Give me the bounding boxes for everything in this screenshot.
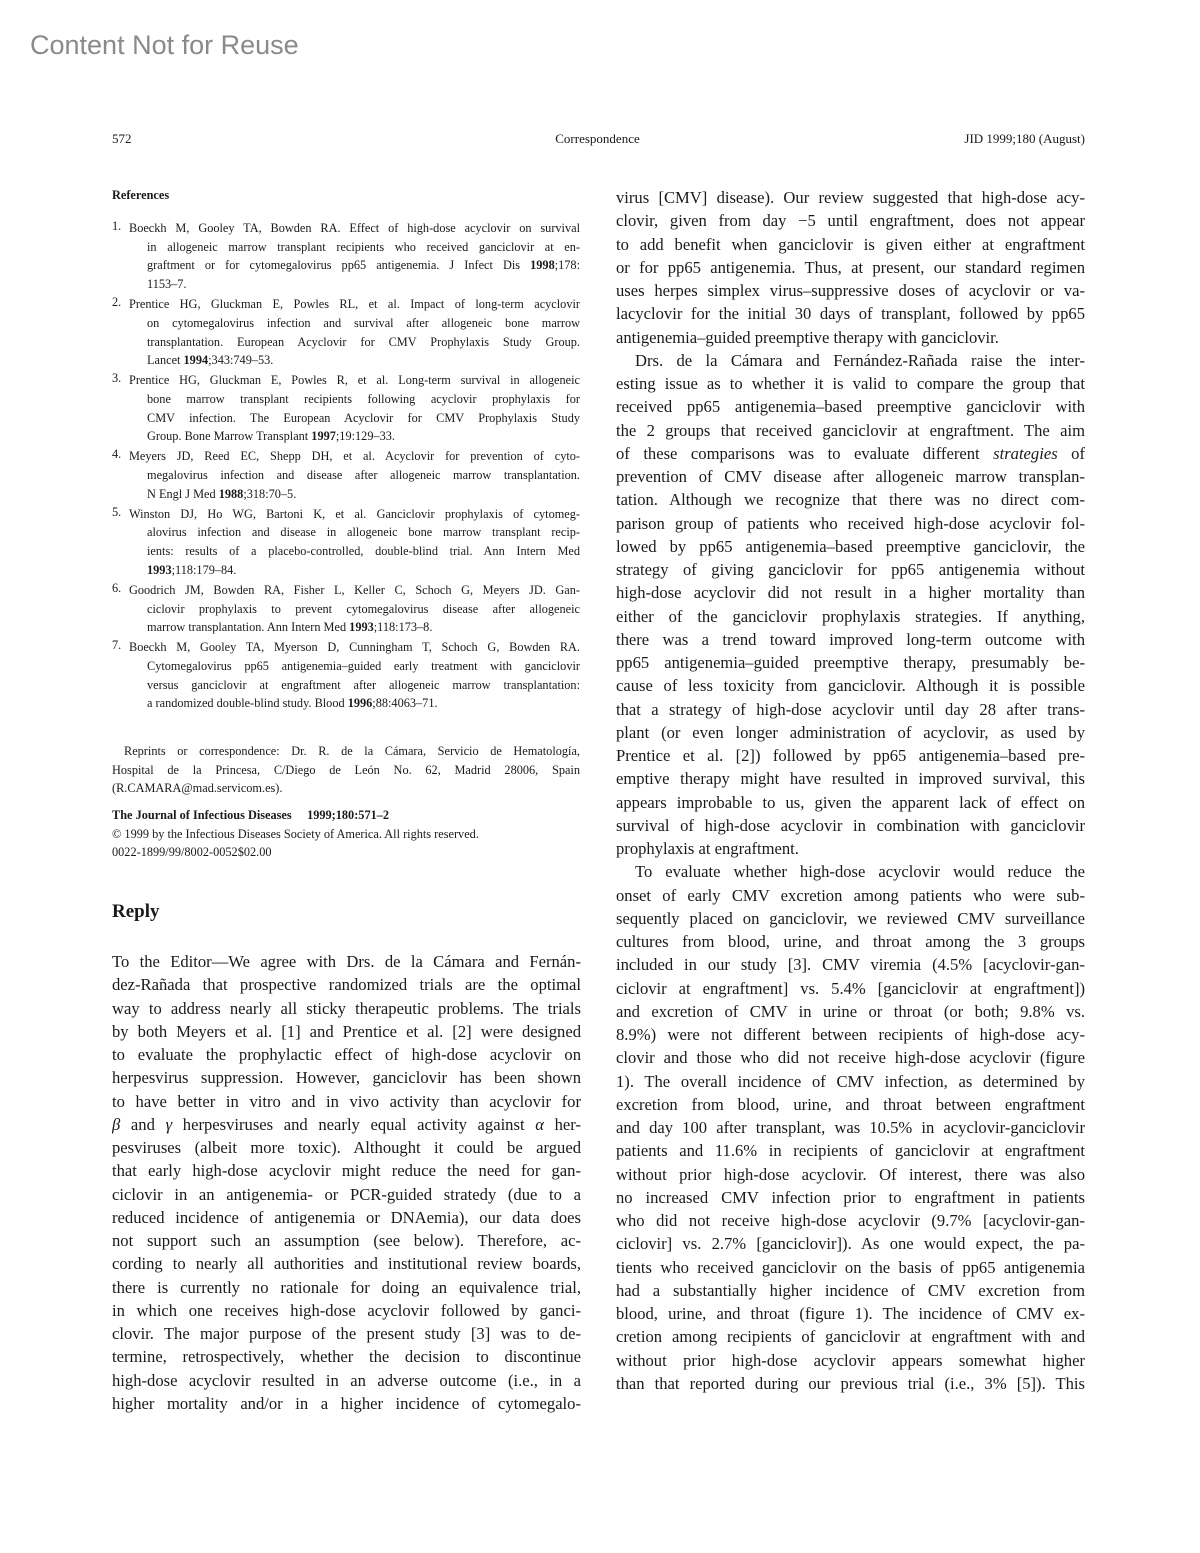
text-line: uses herpes simplex virus–suppressive doses of acyclovir or va- <box>616 281 1085 300</box>
reference-item <box>112 638 580 713</box>
text-segment: N Engl J Med <box>147 486 219 501</box>
text-line: Reprints or correspondence: Dr. R. de la Cámara, Servicio de Hematología, <box>124 744 580 758</box>
text-line: appears improbable to us, given the apparent lack of effect on <box>616 792 1085 812</box>
text-line: clovir and those who did not receive high-dose acyclovir (figure <box>616 1048 1085 1068</box>
reply-heading: Reply <box>112 901 160 922</box>
text-line: transplantation. European Acyclovir for CMV Prophylaxis Study Group. <box>147 334 580 349</box>
citation-block <box>112 806 580 862</box>
text-line: virus [CMV] disease). Our review suggested that high-dose acy- <box>616 188 1085 207</box>
text-line: and day 100 after transplant, was 10.5% in acyclovir-ganciclovir <box>616 1118 1085 1137</box>
text-line: 1153–7. <box>147 277 187 292</box>
text-line: sequently placed on ganciclovir, we reviewed CMV surveillance <box>616 908 1085 928</box>
text-line: strategy of giving ganciclovir for pp65 antigenemia without <box>616 560 1085 579</box>
text-line: on cytomegalovirus infection and survival after allogeneic bone marrow <box>147 315 580 330</box>
text-line: clovir, given from day −5 until engraftment, does not appear <box>616 211 1085 231</box>
reprints-note <box>112 742 580 798</box>
text-line: in which one receives high-dose acyclovir followed by ganci- <box>112 1300 581 1320</box>
text-segment: strategies <box>993 443 1058 463</box>
text-segment: γ <box>165 1114 173 1134</box>
text-line: emptive therapy might have resulted in improved survival, this <box>616 769 1085 789</box>
text-line: Winston DJ, Ho WG, Bartoni K, et al. Ganciclovir prophylaxis of cytomeg- <box>129 506 580 521</box>
page-number: 572 <box>112 131 132 146</box>
text-line: ciclovir prophylaxis to prevent cytomegalovirus disease after allogeneic <box>147 601 580 616</box>
text-line: termine, retrospectively, whether the decision to discontinue <box>112 1347 581 1367</box>
text-line: prophylaxis at engraftment. <box>616 839 799 858</box>
text-line: to have better in vitro and in vivo activity than acyclovir for <box>112 1091 581 1111</box>
text-line <box>147 427 580 446</box>
text-line: survival of high-dose acyclovir in combination with ganciclovir <box>616 815 1085 835</box>
text-line: had a substantially higher incidence of CMV excretion from <box>616 1280 1085 1300</box>
text-line: lacyclovir for the initial 30 days of transplant, followed by pp65 <box>616 304 1085 324</box>
text-segment: β <box>112 1114 121 1134</box>
text-line: by both Meyers et al. [1] and Prentice et al. [2] were designed <box>112 1021 581 1041</box>
text-line: in allogeneic marrow transplant recipients who received ganciclovir at en- <box>147 239 580 254</box>
text-line: high-dose acyclovir did not result in a higher mortality than <box>616 583 1085 603</box>
text-segment: marrow transplantation. Ann Intern Med <box>147 620 350 635</box>
references-section <box>112 188 580 714</box>
text-line: cording to nearly all authorities and institutional review boards, <box>112 1254 581 1274</box>
text-line: or for pp65 antigenemia. Thus, at present, our standard regimen <box>616 257 1085 277</box>
text-segment: 1998 <box>530 258 555 273</box>
text-line: prevention of CMV disease after allogeneic marrow transplan- <box>616 467 1085 486</box>
reference-list <box>112 219 580 713</box>
text-line: to evaluate the prophylactic effect of high-dose acyclovir on <box>112 1045 581 1064</box>
text-line: ciclovir in an antigenemia- or PCR-guided stratedy (due to a <box>112 1184 581 1204</box>
text-line: 8.9%) were not different between recipients of high-dose acy- <box>616 1025 1085 1044</box>
reference-number: 2. <box>112 295 122 310</box>
text-line: Prentice et al. [2]) followed by pp65 antigenemia–based pre- <box>616 746 1085 765</box>
watermark: Content Not for Reuse <box>30 30 299 60</box>
text-line <box>616 442 1085 465</box>
text-line <box>112 1113 581 1136</box>
text-line: Goodrich JM, Bowden RA, Fisher L, Keller C, Schoch G, Meyers JD. Gan- <box>129 582 580 597</box>
copyright: © 1999 by the Infectious Diseases Society of America. All rights reserved. <box>112 826 479 841</box>
text-line: to add benefit when ganciclovir is given either at engraftment <box>616 234 1085 254</box>
text-line: patients and 11.6% in recipients of ganciclovir at engraftment <box>616 1141 1085 1161</box>
text-line: pesviruses (albeit more toxic). Althought it could be argued <box>112 1138 581 1157</box>
text-line: 1). The overall incidence of CMV infection, as determined by <box>616 1071 1085 1091</box>
text-line: tients who received ganciclovir on the basis of pp65 antigenemia <box>616 1257 1085 1277</box>
text-line: tation. Although we recognize that there was no direct com- <box>616 490 1085 510</box>
text-line: without prior high-dose acyclovir appears somewhat higher <box>616 1350 1085 1370</box>
text-line <box>147 256 580 275</box>
article-code: 0022-1899/99/8002-0052$02.00 <box>112 845 272 860</box>
reference-number: 7. <box>112 638 122 653</box>
text-line: bone marrow transplant recipients following acyclovir prophylaxis for <box>147 391 580 406</box>
text-line: esting issue as to whether it is valid to compare the group that <box>616 374 1085 393</box>
reference-number: 5. <box>112 504 122 519</box>
reference-number: 6. <box>112 580 122 595</box>
text-line: there was a trend toward improved long-term outcome with <box>616 629 1085 649</box>
text-line: dez-Rañada that prospective randomized trials are the optimal <box>112 975 581 995</box>
text-segment: ;118:179–84. <box>171 562 237 577</box>
text-line: cultures from blood, urine, and throat among the 3 groups <box>616 932 1085 951</box>
references-title: References <box>112 188 170 202</box>
text-line: Hospital de la Princesa, C/Diego de León No. 62, Madrid 28006, Spain <box>112 762 580 777</box>
text-line: and excretion of CMV in urine or throat (or both; 9.8% vs. <box>616 1001 1085 1021</box>
text-line: either of the ganciclovir prophylaxis strategies. If anything, <box>616 606 1085 626</box>
text-segment: ;178: <box>554 258 580 273</box>
text-line: versus ganciclovir at engraftment after allogeneic marrow transplantation: <box>147 677 580 692</box>
text-line: ients: results of a placebo-controlled, double-blind trial. Ann Intern Med <box>147 544 580 559</box>
journal-name: The Journal of Infectious Diseases <box>112 808 292 822</box>
text-segment: a randomized double-blind study. Blood <box>147 696 348 711</box>
text-segment: of <box>1057 443 1085 463</box>
text-segment: and <box>120 1114 166 1134</box>
text-line <box>147 561 580 580</box>
text-segment: 1988 <box>218 486 244 501</box>
text-line: received pp65 antigenemia–based preemptive ganciclovir with <box>616 397 1085 417</box>
text-line: Meyers JD, Reed EC, Shepp DH, et al. Acyclovir for prevention of cyto- <box>129 449 580 464</box>
text-line: megalovirus infection and disease after allogeneic marrow transplantation. <box>147 468 580 483</box>
journal-citation <box>112 806 580 825</box>
text-line: way to address nearly all sticky therapeutic problems. The trials <box>112 998 581 1018</box>
text-segment: 1994 <box>183 353 209 368</box>
text-segment: 1993 <box>349 620 374 635</box>
text-segment: 1996 <box>347 696 373 711</box>
reply-body-right <box>616 186 1085 1395</box>
paragraph <box>616 860 1085 1395</box>
reference-number: 3. <box>112 371 122 386</box>
text-line: who did not receive high-dose acyclovir (9.7% [acyclovir-gan- <box>616 1211 1085 1230</box>
text-line: Cytomegalovirus pp65 antigenemia–guided early treatment with ganciclovir <box>147 658 580 673</box>
text-segment: ;118:173–8. <box>373 620 433 635</box>
text-line: reduced incidence of antigenemia or DNAemia), our data does <box>112 1207 581 1227</box>
paragraph <box>616 186 1085 349</box>
reference-item <box>112 505 580 580</box>
text-segment: graftment or for cytomegalovirus pp65 antigenemia. J Infect Dis <box>147 258 531 273</box>
text-line: plant (or even longer administration of acyclovir, as used by <box>616 722 1085 742</box>
text-line: pp65 antigenemia–guided preemptive therapy, presumably be- <box>616 653 1085 672</box>
reference-number: 1. <box>112 219 122 233</box>
reference-item <box>112 371 580 446</box>
paragraph <box>616 349 1085 861</box>
text-line: clovir. The major purpose of the present study [3] was to de- <box>112 1324 581 1343</box>
text-segment: ;19:129–33. <box>335 429 395 444</box>
reference-item <box>112 219 580 294</box>
text-line <box>147 694 580 713</box>
text-segment: her- <box>543 1114 581 1134</box>
reference-number: 4. <box>112 447 122 462</box>
text-line: that early high-dose acyclovir might reduce the need for gan- <box>112 1161 581 1181</box>
text-line: high-dose acyclovir resulted in an adverse outcome (i.e., in a <box>112 1370 581 1390</box>
journal-volume: 1999;180:571–2 <box>307 808 390 822</box>
text-segment: Lancet <box>147 353 184 368</box>
text-line: ciclovir at engraftment] vs. 5.4% [ganciclovir at engraftment]) <box>616 978 1085 998</box>
text-line: parison group of patients who received high-dose acyclovir fol- <box>616 513 1085 533</box>
reference-item <box>112 447 580 503</box>
reference-item <box>112 295 580 370</box>
text-line: (R.CAMARA@mad.servicom.es). <box>112 781 283 796</box>
text-line: there is currently no rationale for doing an equivalence trial, <box>112 1277 581 1297</box>
text-line: To evaluate whether high-dose acyclovir would reduce the <box>635 862 1085 882</box>
text-line: included in our study [3]. CMV viremia (4.5% [acyclovir-gan- <box>616 955 1085 975</box>
reference-item <box>112 581 580 637</box>
text-segment: 1993 <box>147 562 172 577</box>
text-line: herpesvirus suppression. However, ganciclovir has been shown <box>112 1068 581 1088</box>
text-segment: ;88:4063–71. <box>372 696 438 711</box>
text-line: alovirus infection and disease in allogeneic bone marrow transplant recip- <box>147 525 580 540</box>
text-line: cause of less toxicity from ganciclovir. Although it is possible <box>616 676 1085 696</box>
text-line: cretion among recipients of ganciclovir at engraftment with and <box>616 1327 1085 1347</box>
text-line: blood, urine, and throat (figure 1). The incidence of CMV ex- <box>616 1304 1085 1323</box>
text-line: higher mortality and/or in a higher incidence of cytomegalo- <box>112 1393 581 1413</box>
text-line: Drs. de la Cámara and Fernández-Rañada raise the inter- <box>635 350 1085 370</box>
text-line: no increased CMV infection prior to engraftment in patients <box>616 1187 1085 1207</box>
text-line: excretion from blood, urine, and throat between engraftment <box>616 1094 1085 1114</box>
text-segment: 1997 <box>311 429 336 444</box>
section-title: Correspondence <box>555 131 640 146</box>
text-line <box>147 618 580 637</box>
text-line: lowed by pp65 antigenemia–based preemptive ganciclovir, the <box>616 536 1085 556</box>
text-line: Boeckh M, Gooley TA, Bowden RA. Effect of high-dose acyclovir on survival <box>129 221 580 235</box>
text-line: not support such an assumption (see below). Therefore, ac- <box>112 1231 581 1250</box>
text-line: without prior high-dose acyclovir. Of interest, there was also <box>616 1164 1085 1184</box>
text-line: Prentice HG, Gluckman E, Powles R, et al. Long-term survival in allogeneic <box>129 373 580 388</box>
text-line: Boeckh M, Gooley TA, Myerson D, Cunningham T, Schoch G, Bowden RA. <box>129 640 580 655</box>
text-line: than that reported during our previous trial (i.e., 3% [5]). This <box>616 1373 1085 1393</box>
reply-body-left <box>112 950 581 1415</box>
text-segment: ;343:749–53. <box>208 353 274 368</box>
text-line <box>147 485 580 504</box>
text-line: ciclovir] vs. 2.7% [ganciclovir]). As one would expect, the pa- <box>616 1234 1085 1254</box>
text-segment: ;318:70–5. <box>243 486 297 501</box>
text-line: Prentice HG, Gluckman E, Powles RL, et al. Impact of long-term acyclovir <box>129 297 580 312</box>
text-segment: Group. Bone Marrow Transplant <box>147 429 312 444</box>
text-line: the 2 groups that received ganciclovir at engraftment. The aim <box>616 420 1085 440</box>
text-line: antigenemia–guided preemptive therapy with ganciclovir. <box>616 327 999 347</box>
text-segment: herpesviruses and nearly equal activity against <box>172 1114 536 1134</box>
paragraph <box>112 950 581 1415</box>
text-line: CMV infection. The European Acyclovir for CMV Prophylaxis Study <box>147 410 580 425</box>
text-line <box>147 351 580 370</box>
text-line: that a strategy of high-dose acyclovir until day 28 after trans- <box>616 699 1085 719</box>
text-line: onset of early CMV excretion among patients who were sub- <box>616 885 1085 905</box>
text-segment: α <box>535 1114 544 1134</box>
text-segment: of these comparisons was to evaluate different <box>616 443 994 463</box>
text-line: To the Editor—We agree with Drs. de la Cámara and Fernán- <box>112 952 581 971</box>
journal-issue: JID 1999;180 (August) <box>964 131 1085 146</box>
